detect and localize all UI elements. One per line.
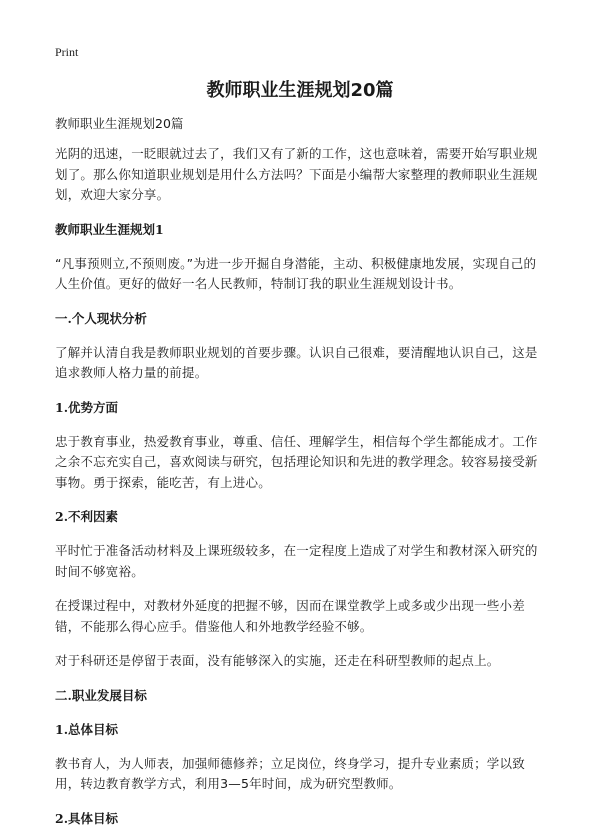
print-link[interactable]: Print (55, 45, 79, 59)
part2-heading: 二.职业发展目标 (55, 687, 147, 703)
specific-goal-heading: 2.具体目标 (55, 810, 119, 826)
weakness-paragraph-3: 对于科研还是停留于表面，没有能够深入的实施，还走在科研型教师的起点上。 (55, 653, 500, 668)
strengths-heading: 1.优势方面 (55, 399, 119, 415)
document-subtitle: 教师职业生涯规划20篇 (55, 116, 184, 131)
section1-paragraph: “凡事预则立,不预则废。”为进一步开掘自身潜能，主动、积极健康地发展，实现自己的人生价值。更好的做好一名人民教师，特制订我的职业生涯规划设计书。 (55, 255, 537, 291)
page-title: 教师职业生涯规划20篇 (206, 80, 394, 101)
part1-paragraph: 了解并认清自我是教师职业规划的首要步骤。认识自己很难，要清醒地认识自己，这是追求教师人格力量的前提。 (55, 344, 538, 380)
weakness-paragraph-2: 在授课过程中，对教材外延度的把握不够，因而在课堂教学上或多或少出现一些小差错，不能那么得心应手。借鉴他人和外地教学经验不够。 (55, 598, 525, 634)
weakness-paragraph-1: 平时忙于准备活动材料及上课班级较多，在一定程度上造成了对学生和教材深入研究的时间不够宽裕。 (55, 543, 538, 579)
overall-goal-heading: 1.总体目标 (55, 721, 119, 737)
overall-goal-paragraph: 教书育人，为人师表，加强师德修养；立足岗位，终身学习，提升专业素质；学以致用，转边教育教学方式，利用3—5年时间，成为研究型教师。 (55, 755, 525, 791)
part1-heading: 一.个人现状分析 (55, 310, 147, 326)
weakness-heading: 2.不利因素 (55, 509, 119, 524)
intro-paragraph: 光阴的迅速，一眨眼就过去了，我们又有了新的工作，这也意味着，需要开始写职业规划了。那么你知道职业规划是用什么方法吗？下面是小编帮大家整理的教师职业生涯规划，欢迎大家分享。 (55, 146, 538, 202)
strengths-paragraph: 忠于教育事业，热爱教育事业，尊重、信任、理解学生，相信每个学生都能成才。工作之余不忘充实自己，喜欢阅读与研究，包括理论知识和先进的教学理念。较容易接受新事物。勇于探索，能吃苦，有上进心。 (55, 433, 538, 490)
section1-heading: 教师职业生涯规划1 (55, 221, 164, 237)
